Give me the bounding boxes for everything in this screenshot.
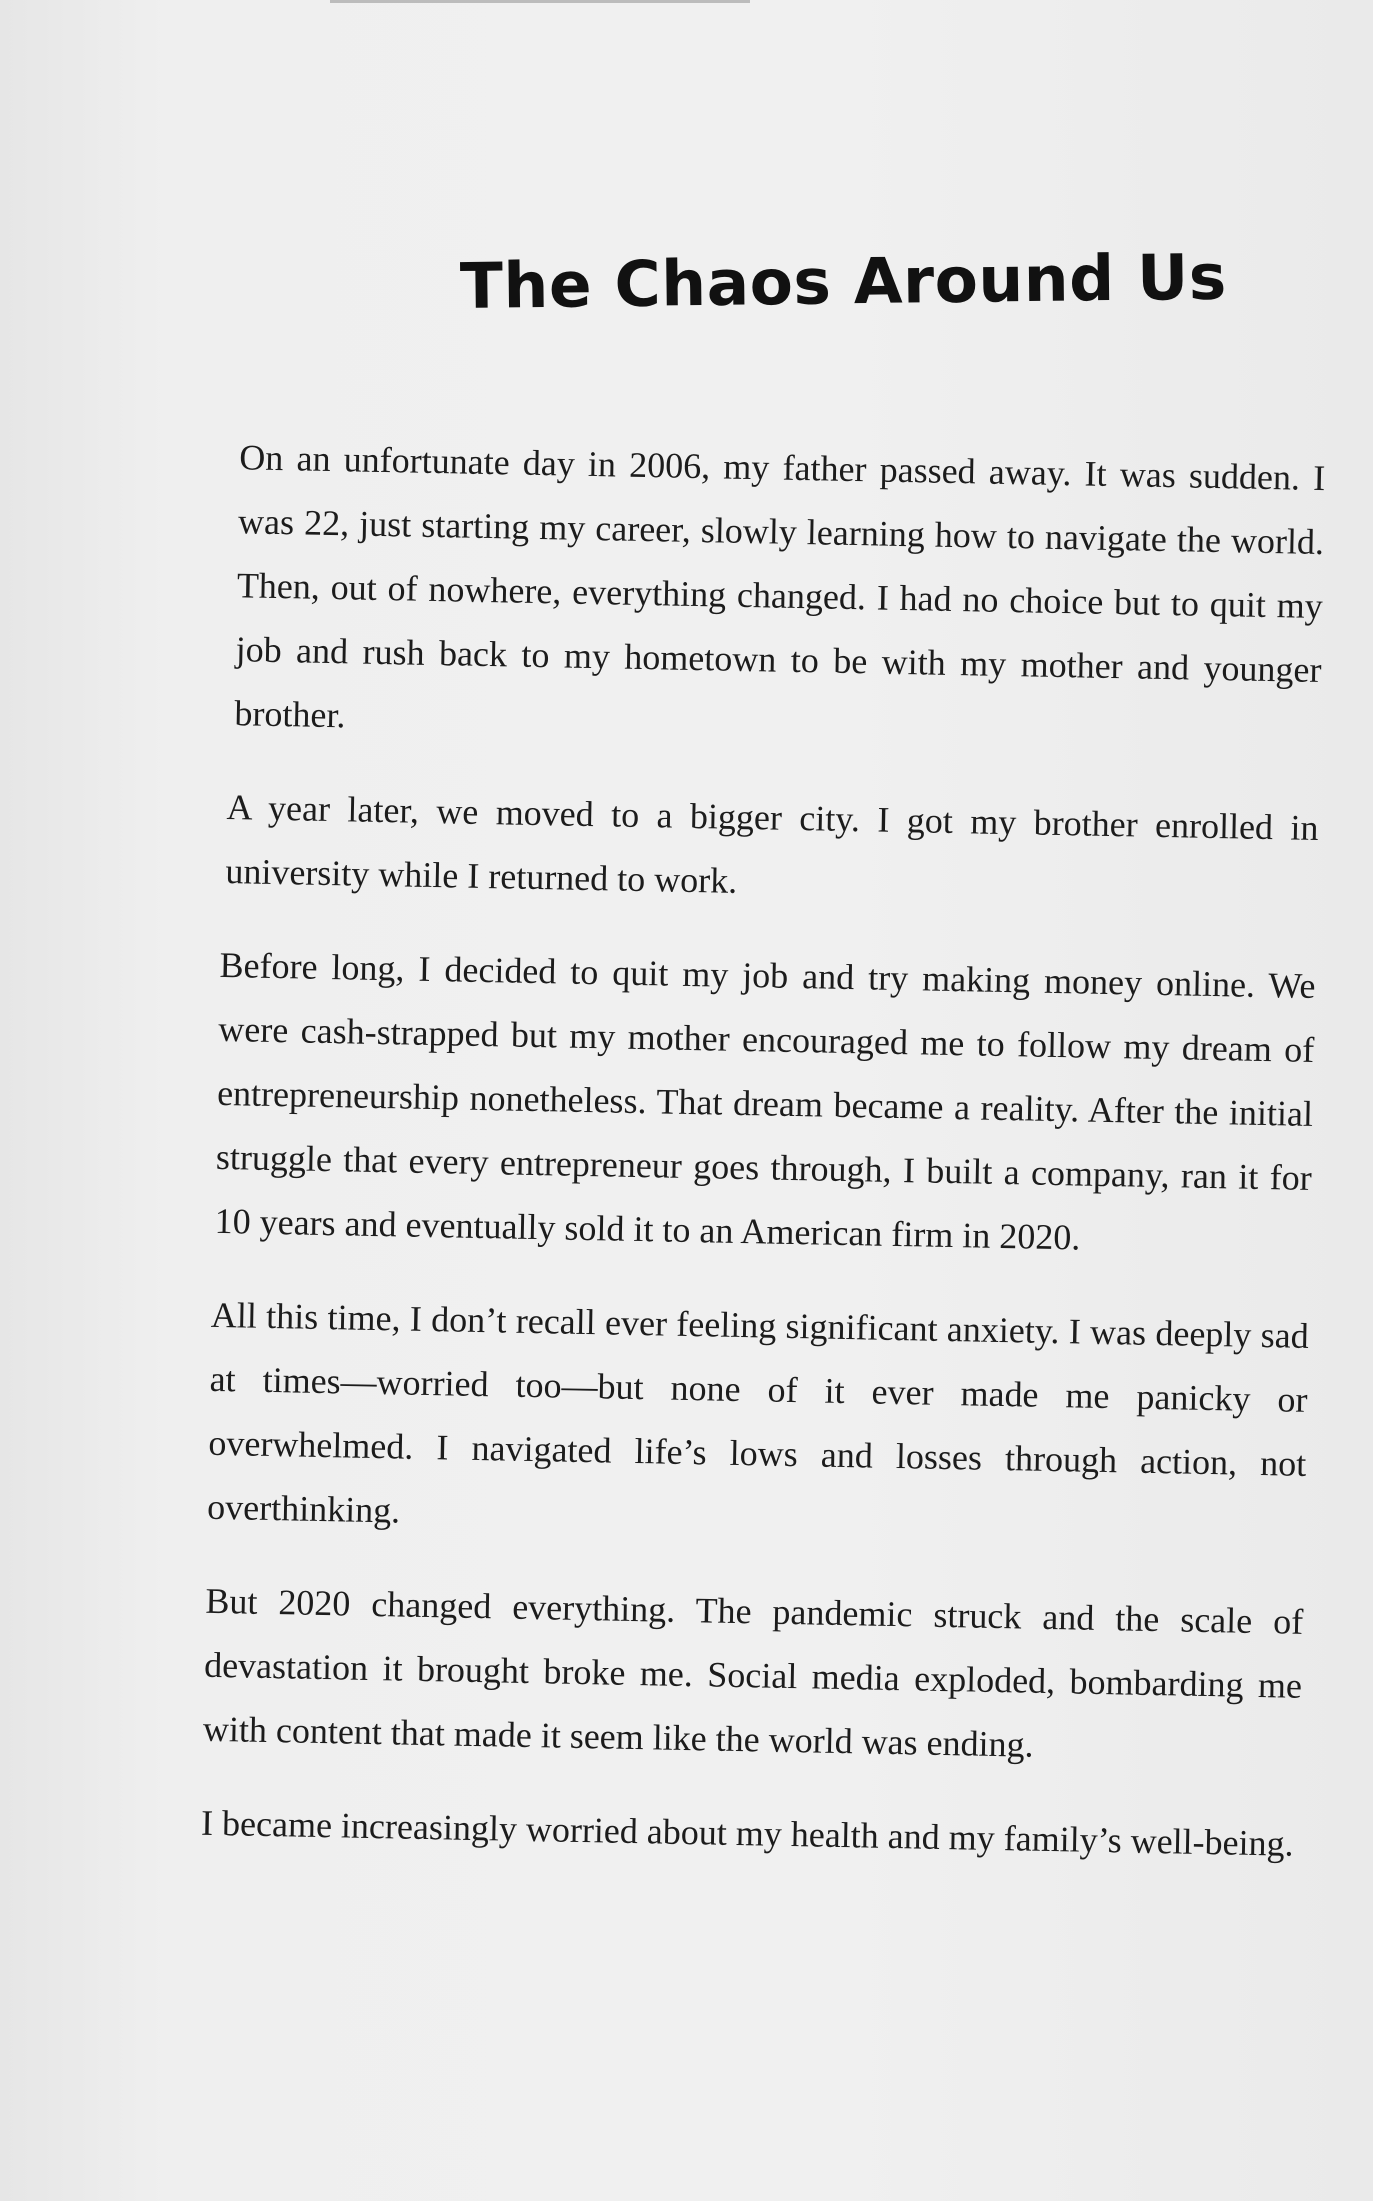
chapter-title: The Chaos Around Us — [459, 240, 1228, 323]
page-edge-shadow — [330, 0, 750, 3]
paragraph-3: Before long, I decided to quit my job and try making money online. We were cash-strapped but my mother encouraged me to follow my dream of entrepreneurship nonetheless. That dream became a reality. After the initial struggle that every entrepreneur goes through, I built a company, ran it for 10 years and eventually sold it to an American firm in 2020. — [214, 944, 1316, 1258]
paragraph-4: All this time, I don’t recall ever feeling significant anxiety. I was deeply sad at times—worried too—but none of it ever made me panicky or overwhelmed. I navigated life’s lows and losses through action, not overthinking. — [206, 1294, 1310, 1531]
paragraph-5: But 2020 changed everything. The pandemic struck and the scale of devastation it brought broke me. Social media exploded, bombarding me with content that made it seem like the world was ending. — [202, 1580, 1304, 1765]
paragraph-1: On an unfortunate day in 2006, my father passed away. It was sudden. I was 22, just starting my career, slowly learning how to navigate the world. Then, out of nowhere, everything changed. I had no choice but to quit my job and rush back to my hometown to be with my mother and younger brother. — [234, 437, 1326, 736]
chapter-body — [200, 425, 1328, 1906]
paragraph-2: A year later, we moved to a bigger city. I got my brother enrolled in university while I returned to work. — [225, 787, 1319, 901]
paragraph-6: I became increasingly worried about my health and my family’s well-being. — [200, 1802, 1295, 1864]
